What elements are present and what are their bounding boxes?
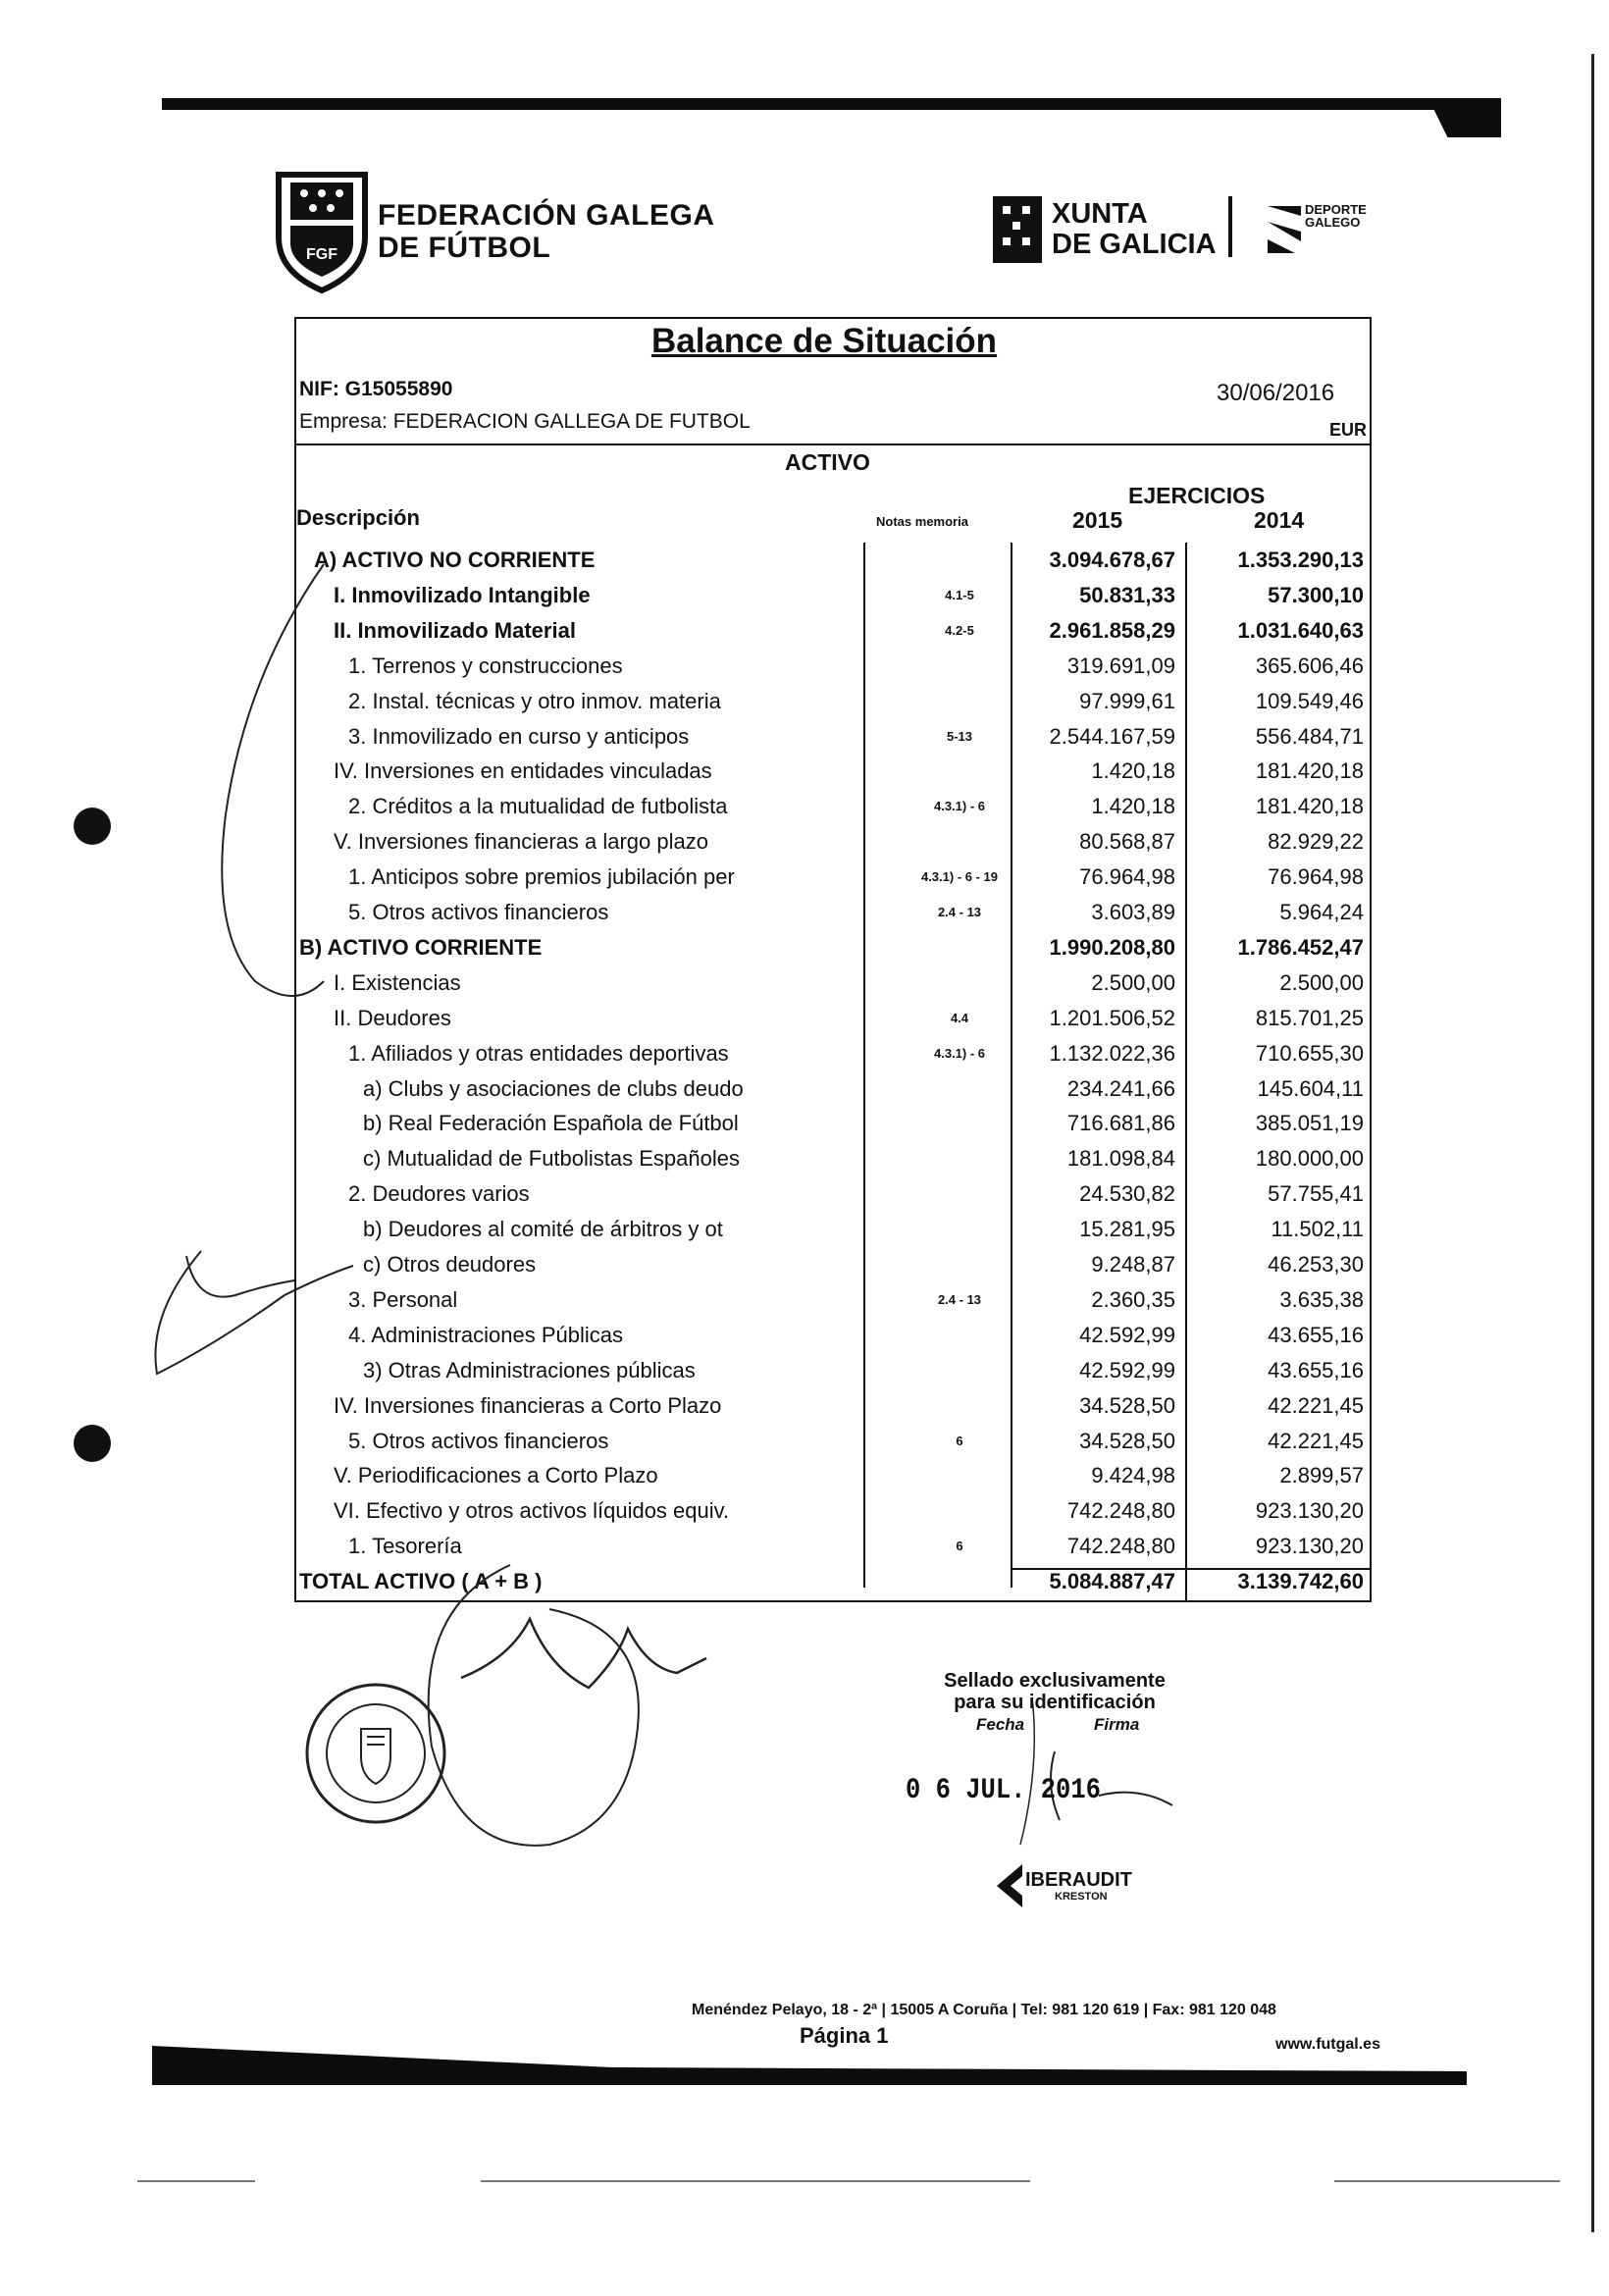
row-nota: 4.3.1) - 6 xyxy=(933,799,986,814)
row-value-2015: 1.420,18 xyxy=(1091,794,1175,819)
col-2014-header: 2014 xyxy=(1254,507,1305,533)
row-value-2015: 1.420,18 xyxy=(1091,758,1175,784)
row-value-2015: 234.241,66 xyxy=(1066,1075,1175,1101)
row-value-2014: 556.484,71 xyxy=(1255,723,1364,749)
row-description: I. Inmovilizado Intangible xyxy=(334,582,591,607)
row-value-2015: 2.500,00 xyxy=(1091,969,1175,995)
auditor-sub: KRESTON xyxy=(1055,1891,1108,1903)
row-value-2015: 15.281,95 xyxy=(1079,1217,1175,1242)
row-description: I. Existencias xyxy=(334,969,461,995)
row-value-2014: 923.130,20 xyxy=(1255,1498,1364,1524)
row-nota: 4.3.1) - 6 - 19 xyxy=(920,869,999,885)
row-description: IV. Inversiones financieras a Corto Plazo xyxy=(334,1392,722,1418)
row-value-2015: 9.248,87 xyxy=(1091,1252,1175,1277)
row-description: TOTAL ACTIVO ( A + B ) xyxy=(299,1569,543,1594)
row-value-2014: 5.964,24 xyxy=(1279,900,1364,924)
row-description: a) Clubs y asociaciones de clubs deudo xyxy=(363,1075,744,1101)
row-value-2014: 109.549,46 xyxy=(1255,688,1364,713)
svg-text:FGF: FGF xyxy=(306,246,337,263)
row-description: 3. Inmovilizado en curso y anticipos xyxy=(348,723,690,749)
row-value-2015: 2.360,35 xyxy=(1091,1286,1175,1312)
row-description: A) ACTIVO NO CORRIENTE xyxy=(314,548,596,572)
row-value-2014: 11.502,11 xyxy=(1271,1217,1364,1242)
row-nota: 6 xyxy=(956,1433,963,1448)
row-nota: 6 xyxy=(956,1539,963,1554)
row-value-2014: 57.300,10 xyxy=(1268,582,1364,607)
row-value-2014: 82.929,22 xyxy=(1268,829,1364,855)
row-description: 2. Deudores varios xyxy=(348,1181,530,1207)
row-value-2014: 815.701,25 xyxy=(1255,1005,1364,1030)
row-value-2015: 97.999,61 xyxy=(1079,688,1175,713)
row-nota: 4.4 xyxy=(950,1010,969,1025)
row-description: 1. Afiliados y otras entidades deportivas xyxy=(348,1040,729,1066)
row-value-2015: 1.132.022,36 xyxy=(1049,1040,1175,1066)
row-description: 5. Otros activos financieros xyxy=(348,1428,609,1453)
row-value-2014: 42.221,45 xyxy=(1268,1392,1364,1418)
row-description: 2. Instal. técnicas y otro inmov. materia xyxy=(348,688,721,713)
row-value-2014: 923.130,20 xyxy=(1255,1534,1364,1559)
row-description: c) Otros deudores xyxy=(363,1252,537,1277)
row-description: 4. Administraciones Públicas xyxy=(348,1322,624,1347)
row-description: b) Real Federación Española de Fútbol xyxy=(363,1111,739,1136)
row-value-2015: 50.831,33 xyxy=(1079,582,1175,607)
row-nota: 2.4 - 13 xyxy=(937,905,982,919)
deporte-galego-name: DEPORTE GALEGO xyxy=(1305,202,1367,230)
row-nota: 4.3.1) - 6 xyxy=(933,1045,986,1061)
row-description: V. Inversiones financieras a largo plazo xyxy=(334,829,708,855)
xunta-name: XUNTA DE GALICIA xyxy=(1052,198,1217,260)
row-value-2015: 1.990.208,80 xyxy=(1049,934,1175,960)
row-description: c) Mutualidad de Futbolistas Españoles xyxy=(363,1146,740,1172)
row-value-2014: 181.420,18 xyxy=(1255,794,1364,819)
fecha-label: Fecha xyxy=(976,1715,1025,1734)
section-title: ACTIVO xyxy=(785,449,870,475)
row-value-2015: 2.544.167,59 xyxy=(1049,723,1175,749)
row-value-2015: 742.248,80 xyxy=(1066,1534,1175,1559)
row-description: 5. Otros activos financieros xyxy=(348,900,609,924)
row-value-2014: 145.604,11 xyxy=(1257,1075,1364,1101)
row-value-2014: 43.655,16 xyxy=(1268,1322,1364,1347)
row-value-2014: 2.899,57 xyxy=(1279,1463,1364,1488)
row-value-2014: 181.420,18 xyxy=(1255,758,1364,784)
row-description: 1. Terrenos y construcciones xyxy=(348,652,623,678)
page-number: Página 1 xyxy=(800,2023,889,2048)
row-nota: 5-13 xyxy=(946,728,973,744)
firma-label: Firma xyxy=(1094,1715,1140,1734)
row-value-2014: 42.221,45 xyxy=(1268,1428,1364,1453)
row-value-2015: 319.691,09 xyxy=(1066,652,1175,678)
row-value-2015: 716.681,86 xyxy=(1066,1111,1175,1136)
row-nota: 4.2-5 xyxy=(945,622,974,638)
row-description: V. Periodificaciones a Corto Plazo xyxy=(334,1463,658,1488)
row-value-2015: 742.248,80 xyxy=(1066,1498,1175,1524)
col-desc-header: Descripción xyxy=(296,505,420,530)
row-description: B) ACTIVO CORRIENTE xyxy=(299,934,543,960)
row-description: b) Deudores al comité de árbitros y ot xyxy=(363,1217,723,1242)
fgf-round-seal-icon xyxy=(302,1680,449,1827)
row-value-2014: 46.253,30 xyxy=(1268,1252,1364,1277)
row-value-2015: 80.568,87 xyxy=(1079,829,1175,855)
row-value-2014: 3.139.742,60 xyxy=(1237,1569,1364,1594)
row-description: 1. Anticipos sobre premios jubilación per xyxy=(348,864,735,890)
row-value-2014: 43.655,16 xyxy=(1268,1357,1364,1383)
row-value-2014: 3.635,38 xyxy=(1279,1286,1364,1312)
row-value-2015: 3.603,89 xyxy=(1091,900,1175,924)
row-description: II. Inmovilizado Material xyxy=(334,617,576,643)
row-value-2015: 34.528,50 xyxy=(1079,1428,1175,1453)
nif: NIF: G15055890 xyxy=(299,378,453,400)
row-value-2014: 1.353.290,13 xyxy=(1237,548,1364,572)
row-value-2014: 180.000,00 xyxy=(1255,1146,1364,1172)
row-description: 2. Créditos a la mutualidad de futbolista xyxy=(348,794,728,819)
row-value-2014: 76.964,98 xyxy=(1268,864,1364,890)
row-value-2015: 5.084.887,47 xyxy=(1049,1569,1175,1594)
col-2015-header: 2015 xyxy=(1072,507,1123,533)
row-description: II. Deudores xyxy=(334,1005,451,1030)
row-description: 1. Tesorería xyxy=(348,1534,462,1559)
col-notas-header: Notas memoria xyxy=(876,514,968,529)
stamp-date: 0 6 JUL. 2016 xyxy=(906,1774,1101,1807)
row-value-2015: 42.592,99 xyxy=(1079,1357,1175,1383)
row-value-2014: 1.786.452,47 xyxy=(1237,934,1364,960)
row-description: VI. Efectivo y otros activos líquidos equiv. xyxy=(334,1498,730,1524)
row-value-2015: 24.530,82 xyxy=(1079,1181,1175,1207)
row-nota: 4.1-5 xyxy=(945,587,974,602)
stamp-line2: para su identificación xyxy=(954,1692,1156,1713)
row-value-2015: 34.528,50 xyxy=(1079,1392,1175,1418)
footer-address: Menéndez Pelayo, 18 - 2ª | 15005 A Coruña | Tel: 981 120 619 | Fax: 981 120 048 xyxy=(692,2002,1276,2018)
row-value-2015: 3.094.678,67 xyxy=(1049,548,1175,572)
ejercicios-header: EJERCICIOS xyxy=(1128,483,1266,508)
row-description: IV. Inversiones en entidades vinculadas xyxy=(334,758,712,784)
row-value-2015: 181.098,84 xyxy=(1066,1146,1175,1172)
row-value-2015: 2.961.858,29 xyxy=(1049,617,1175,643)
org-name: FEDERACIÓN GALEGA DE FÚTBOL xyxy=(378,199,715,264)
footer-web: www.futgal.es xyxy=(1275,2036,1380,2053)
row-value-2014: 2.500,00 xyxy=(1279,969,1364,995)
row-value-2015: 9.424,98 xyxy=(1091,1463,1175,1488)
auditor-name: IBERAUDIT xyxy=(1025,1869,1132,1891)
row-description: 3) Otras Administraciones públicas xyxy=(363,1357,696,1383)
row-value-2014: 1.031.640,63 xyxy=(1237,617,1364,643)
row-value-2014: 385.051,19 xyxy=(1255,1111,1364,1136)
row-nota: 2.4 - 13 xyxy=(937,1291,982,1307)
report-date: 30/06/2016 xyxy=(1217,380,1335,406)
row-value-2014: 710.655,30 xyxy=(1255,1040,1364,1066)
row-value-2015: 1.201.506,52 xyxy=(1049,1005,1175,1030)
row-value-2015: 76.964,98 xyxy=(1079,864,1175,890)
stamp-line1: Sellado exclusivamente xyxy=(944,1670,1166,1692)
row-value-2014: 57.755,41 xyxy=(1268,1181,1364,1207)
currency: EUR xyxy=(1329,420,1368,440)
page-title: Balance de Situación xyxy=(650,322,998,360)
row-description: 3. Personal xyxy=(348,1286,458,1312)
row-value-2014: 365.606,46 xyxy=(1255,652,1364,678)
empresa: Empresa: FEDERACION GALLEGA DE FUTBOL xyxy=(299,410,751,433)
row-value-2015: 42.592,99 xyxy=(1079,1322,1175,1347)
